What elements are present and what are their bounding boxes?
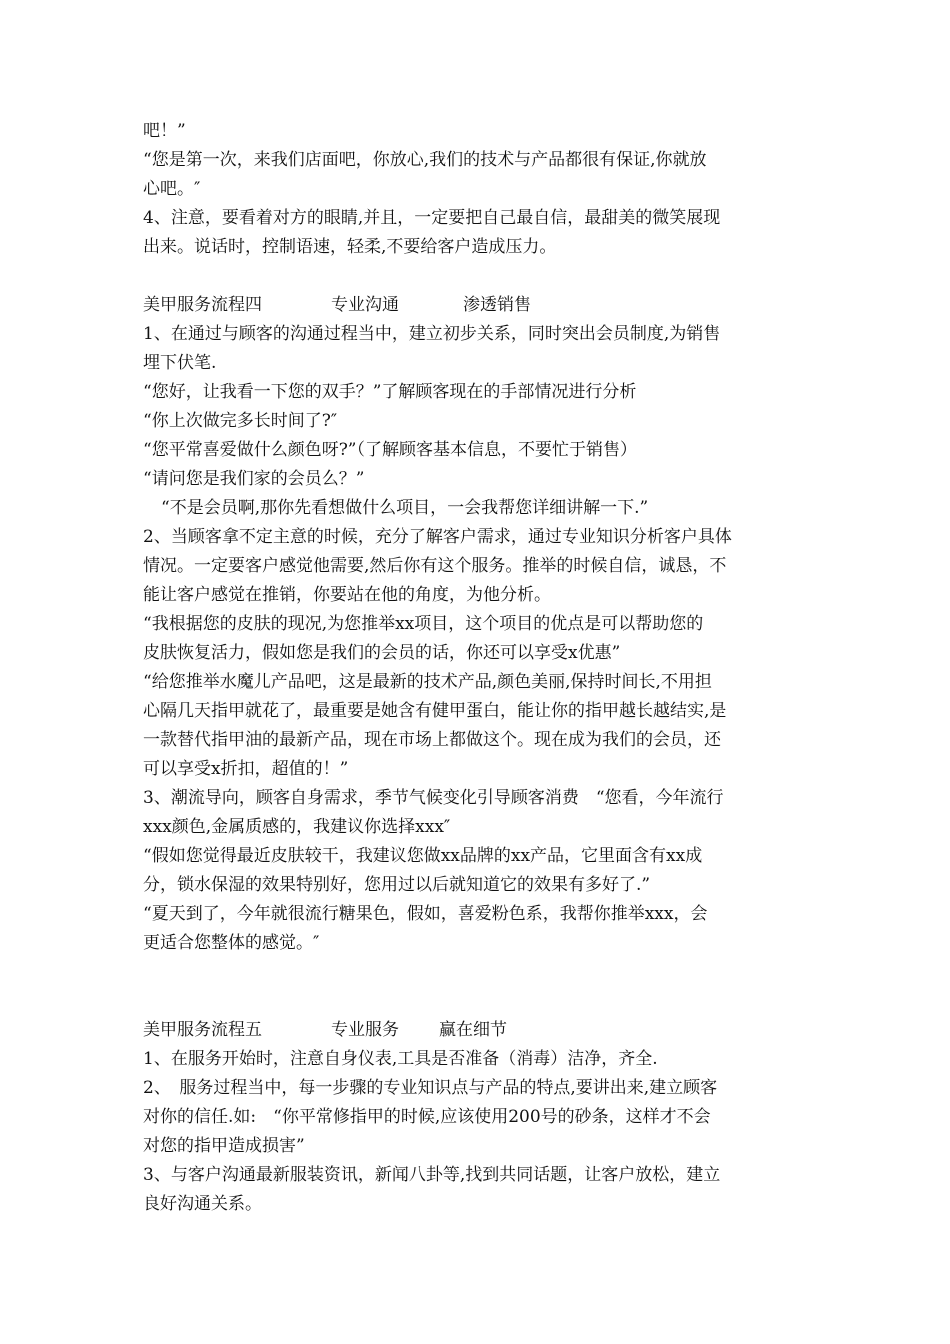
text-line: 情况。一定要客户感觉他需要,然后你有这个服务。推举的时候自信，诚恳，不 xyxy=(143,556,727,576)
text-line: “给您推举水魔儿产品吧，这是最新的技术产品,颜色美丽,保持时间长,不用担 xyxy=(143,672,712,692)
text-line: 埋下伏笔. xyxy=(143,353,217,373)
text-line: 分，锁水保湿的效果特别好，您用过以后就知道它的效果有多好了.” xyxy=(143,875,651,895)
text-line: 3、潮流导向，顾客自身需求，季节气候变化引导顾客消费 “您看，今年流行 xyxy=(143,788,724,808)
text-line: 对你的信任.如: “你平常修指甲的时候,应该使用200号的砂条，这样才不会 xyxy=(143,1107,711,1127)
text-line: “我根据您的皮肤的现况,为您推举xx项目，这个项目的优点是可以帮助您的 xyxy=(143,614,704,634)
text-line: 更适合您整体的感觉。″ xyxy=(143,933,320,953)
text-line: 2、当顾客拿不定主意的时候，充分了解客户需求，通过专业知识分析客户具体 xyxy=(143,527,732,547)
text-line: 2、 服务过程当中，每一步骤的专业知识点与产品的特点,要讲出来,建立顾客 xyxy=(143,1078,718,1098)
text-line: “您好，让我看一下您的双手？”了解顾客现在的手部情况进行分析 xyxy=(143,382,637,402)
text-line: 心吧。″ xyxy=(143,179,201,199)
text-line: “请问您是我们家的会员么？” xyxy=(143,469,365,489)
text-line: 出来。说话时，控制语速，轻柔,不要给客户造成压力。 xyxy=(143,237,557,257)
text-line: 3、与客户沟通最新服装资讯，新闻八卦等,找到共同话题，让客户放松，建立 xyxy=(143,1165,721,1185)
document-page xyxy=(143,117,811,1219)
spacer xyxy=(143,262,811,291)
section-5-heading xyxy=(143,1016,811,1045)
section-4-heading xyxy=(143,291,811,320)
paragraph-block-1 xyxy=(143,117,811,262)
text-line: 心隔几天指甲就花了，最重要是她含有健甲蛋白，能让你的指甲越长越结实,是 xyxy=(143,701,727,721)
text-line: 一款替代指甲油的最新产品，现在市场上都做这个。现在成为我们的会员，还 xyxy=(143,730,721,750)
text-line: “假如您觉得最近皮肤较干，我建议您做xx品牌的xx产品，它里面含有xx成 xyxy=(143,846,703,866)
text-line: 能让客户感觉在推销，你要站在他的角度，为他分析。 xyxy=(143,585,551,605)
text-line: 可以享受x折扣，超值的！” xyxy=(143,759,349,779)
text-line: 对您的指甲造成损害” xyxy=(143,1136,305,1156)
section-title: 美甲服务流程四 xyxy=(143,295,262,315)
text-line: “你上次做完多长时间了?″ xyxy=(143,411,338,431)
text-line: 良好沟通关系。 xyxy=(143,1194,262,1214)
spacer xyxy=(143,958,811,1016)
text-line: 1、在通过与顾客的沟通过程当中，建立初步关系，同时突出会员制度,为销售 xyxy=(143,324,721,344)
section-5 xyxy=(143,1016,811,1219)
section-subtitle: 渗透销售 xyxy=(463,295,531,315)
text-line: “您平常喜爱做什么颜色呀?”（了解顾客基本信息，不要忙于销售） xyxy=(143,440,637,460)
text-line: 吧！” xyxy=(143,121,186,141)
section-subtitle: 专业沟通 xyxy=(331,295,399,315)
text-line: “不是会员啊,那你先看想做什么项目，一会我帮您详细讲解一下.” xyxy=(161,498,649,518)
text-line: 1、在服务开始时，注意自身仪表,工具是否准备（消毒）洁净，齐全. xyxy=(143,1049,658,1069)
section-title: 美甲服务流程五 xyxy=(143,1020,262,1040)
section-4 xyxy=(143,291,811,958)
section-subtitle: 赢在细节 xyxy=(439,1020,507,1040)
text-line: xxx颜色,金属质感的，我建议你选择xxx″ xyxy=(143,817,451,837)
text-line: 皮肤恢复活力，假如您是我们的会员的话，你还可以享受x优惠” xyxy=(143,643,621,663)
text-line: “夏天到了，今年就很流行糖果色，假如，喜爱粉色系，我帮你推举xxx，会 xyxy=(143,904,708,924)
section-subtitle: 专业服务 xyxy=(331,1020,399,1040)
text-line: 4、注意，要看着对方的眼睛,并且，一定要把自己最自信，最甜美的微笑展现 xyxy=(143,208,721,228)
text-line: “您是第一次，来我们店面吧，你放心,我们的技术与产品都很有保证,你就放 xyxy=(143,150,707,170)
